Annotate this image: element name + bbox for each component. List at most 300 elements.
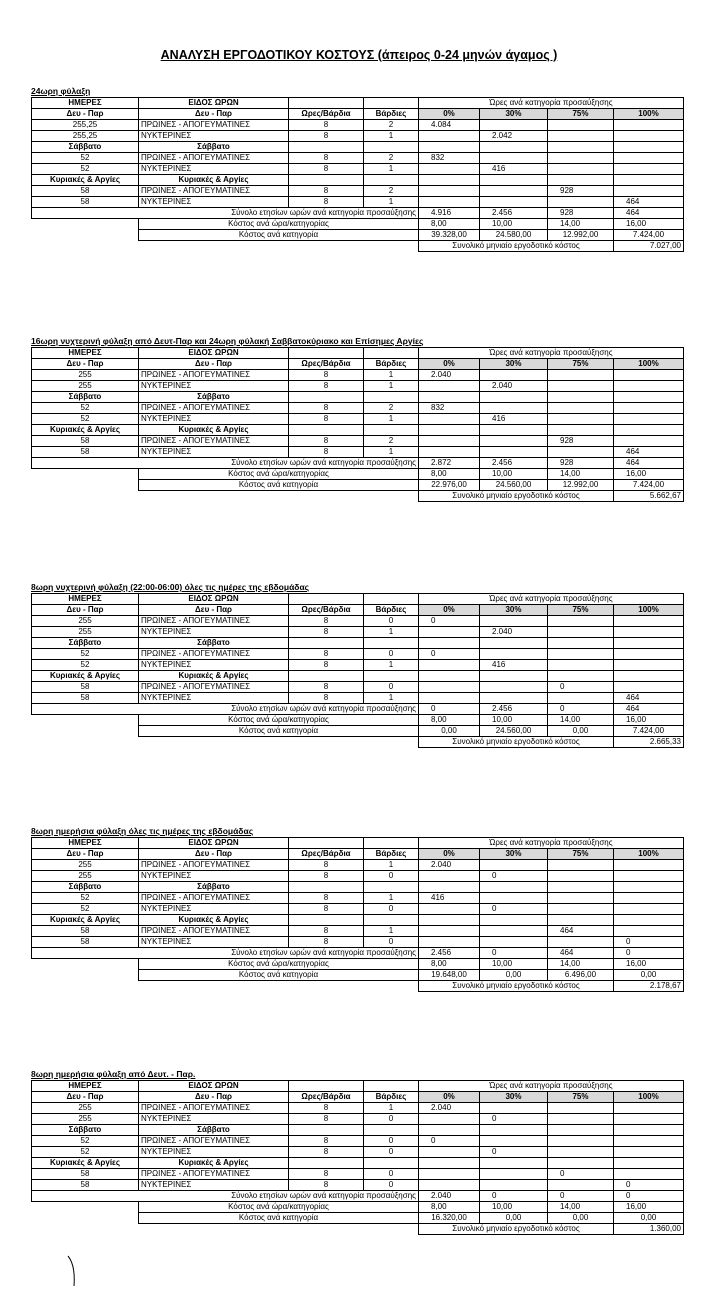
table-row [32,693,684,704]
total-hours-row [32,948,684,959]
day-count: 52 [32,164,139,175]
cost-per-category-value: 0,00 [614,1213,684,1224]
cost-per-category-value: 0,00 [480,970,548,981]
section-title: 16ωρη νυχτερινή φύλαξη από Δευτ-Παρ και 24ωρη φύλακή Σαββατοκύριακο και Επίσημες Αργίες [31,336,424,346]
hours-value [480,186,548,197]
section-title: 8ωρη ημερήσια φύλαξη όλες τις ημέρες της εβδομάδας [31,826,254,836]
hours-value: 464 [614,197,684,208]
total-hours-label: Σύνολο ετησίων ωρών ανά κατηγορία προσαύξησης [32,704,419,715]
hours-value [419,1180,480,1191]
hours-value [419,627,480,638]
hours-value [548,414,614,425]
cost-table [31,837,684,992]
cell-blank [32,715,139,726]
cost-per-hour-value: 8,00 [419,715,480,726]
header-row [32,359,684,370]
hours-per-shift-header: Ωρες/Βάρδια [289,605,364,616]
hours-per-shift: 8 [289,660,364,671]
hours-value: 0 [480,1147,548,1158]
cost-per-category-label: Κόστος ανά κατηγορία [139,230,419,241]
table-row [32,131,684,142]
percent-header: 0% [419,605,480,616]
hours-value [548,1180,614,1191]
hours-value [480,1103,548,1114]
hours-value: 416 [419,893,480,904]
cost-per-hour-value: 14,00 [548,219,614,230]
hours-per-shift: 8 [289,1180,364,1191]
shift-count: 1 [364,131,419,142]
group-row [32,638,684,649]
hours-per-shift: 8 [289,414,364,425]
cell-blank [480,425,548,436]
shift-count: 2 [364,186,419,197]
table-row [32,414,684,425]
cost-per-hour-row [32,959,684,970]
cost-per-category-value: 0,00 [548,1213,614,1224]
shift-count: 1 [364,693,419,704]
days-header: ΗΜΕΡΕΣ [32,838,139,849]
group-label: Κυριακές & Αργίες [32,175,139,186]
hours-value [419,436,480,447]
cost-per-hour-value: 10,00 [480,715,548,726]
hours-value [419,904,480,915]
hour-type: ΝΥΚΤΕΡΙΝΕΣ [139,131,289,142]
hours-per-shift: 8 [289,164,364,175]
cell-blank [32,737,419,748]
hours-value: 2.040 [419,860,480,871]
shift-count: 0 [364,937,419,948]
hours-value [480,649,548,660]
hour-type: ΝΥΚΤΕΡΙΝΕΣ [139,693,289,704]
cell-blank [614,671,684,682]
total-hours-value: 0 [548,704,614,715]
shift-count: 1 [364,197,419,208]
hour-type: ΠΡΩΙΝΕΣ - ΑΠΟΓΕΥΜΑΤΙΝΕΣ [139,403,289,414]
hour-type-header: ΕΙΔΟΣ ΩΡΩΝ [139,838,289,849]
hours-value [419,164,480,175]
shift-count: 1 [364,860,419,871]
hours-value [614,153,684,164]
section-title: 8ωρη νυχτερινή φύλαξη (22:00-06:00) όλες τις ημέρες της εβδομάδας [31,582,310,592]
cell-blank [364,671,419,682]
group-label: Κυριακές & Αργίες [32,671,139,682]
hours-value [480,153,548,164]
cost-per-category-label: Κόστος ανά κατηγορία [139,726,419,737]
hours-per-shift: 8 [289,693,364,704]
cell-blank [32,230,139,241]
hours-value [614,131,684,142]
day-count: 255 [32,381,139,392]
cell-blank [480,1158,548,1169]
hours-value [480,893,548,904]
table-row [32,153,684,164]
percent-header: 75% [548,109,614,120]
hour-type: ΠΡΩΙΝΕΣ - ΑΠΟΓΕΥΜΑΤΙΝΕΣ [139,893,289,904]
percent-header: 75% [548,849,614,860]
monthly-total-value: 2.178,67 [614,981,684,992]
monthly-total-label: Συνολικό μηνιαίο εργοδοτικό κόστος [419,241,614,252]
cell-blank [419,1125,480,1136]
day-count: 58 [32,197,139,208]
monthly-total-value: 5.662,67 [614,491,684,502]
header-row [32,605,684,616]
table-row [32,616,684,627]
hours-value [548,381,614,392]
hours-value [548,871,614,882]
hours-category-header: Ώρες ανά κατηγορία προσαύξησης [419,594,684,605]
hours-per-shift-header: Ωρες/Βάρδια [289,359,364,370]
hours-per-shift: 8 [289,186,364,197]
cost-per-category-value: 12.992,00 [548,230,614,241]
percent-header: 30% [480,849,548,860]
hours-value: 928 [548,186,614,197]
cell-blank [419,1158,480,1169]
header-blank [289,348,364,359]
cell-blank [289,425,364,436]
total-hours-value: 4.916 [419,208,480,219]
header-row [32,1081,684,1092]
hours-value [419,871,480,882]
cell-blank [419,142,480,153]
group-label: Σάββατο [32,392,139,403]
total-hours-label: Σύνολο ετησίων ωρών ανά κατηγορία προσαύξησης [32,1191,419,1202]
group-label: Σάββατο [32,882,139,893]
shift-count: 1 [364,381,419,392]
hours-value [614,682,684,693]
cost-per-category-row [32,970,684,981]
total-hours-value: 2.456 [480,208,548,219]
cell-blank [289,882,364,893]
monthly-total-row [32,491,684,502]
hours-value: 832 [419,403,480,414]
hours-per-shift: 8 [289,131,364,142]
header-blank [289,98,364,109]
hours-value [419,381,480,392]
percent-header: 0% [419,359,480,370]
group-label: Σάββατο [32,142,139,153]
cell-blank [32,1202,139,1213]
hours-value [548,649,614,660]
table-row [32,1180,684,1191]
group-row [32,392,684,403]
cost-per-hour-value: 8,00 [419,469,480,480]
monthly-total-row [32,1224,684,1235]
cell-blank [289,175,364,186]
cost-per-category-value: 0,00 [548,726,614,737]
percent-header: 100% [614,605,684,616]
table-row [32,186,684,197]
monthly-total-label: Συνολικό μηνιαίο εργοδοτικό κόστος [419,981,614,992]
hours-value [548,164,614,175]
days-header: ΗΜΕΡΕΣ [32,348,139,359]
hours-value: 0 [480,904,548,915]
hours-per-shift: 8 [289,893,364,904]
group-label: Σάββατο [32,1125,139,1136]
group-label: Κυριακές & Αργίες [32,1158,139,1169]
hour-type: ΠΡΩΙΝΕΣ - ΑΠΟΓΕΥΜΑΤΙΝΕΣ [139,120,289,131]
header-row [32,849,684,860]
day-count: 52 [32,403,139,414]
cell-blank [480,175,548,186]
shifts-header: Βάρδιες [364,1092,419,1103]
hours-value [548,120,614,131]
hours-value [548,616,614,627]
cost-section [31,826,683,992]
hour-type: ΝΥΚΤΕΡΙΝΕΣ [139,937,289,948]
table-row [32,871,684,882]
hours-value [548,904,614,915]
weekday-header: Δευ - Παρ [32,359,139,370]
weekday-type-header: Δευ - Παρ [139,109,289,120]
days-header: ΗΜΕΡΕΣ [32,1081,139,1092]
monthly-total-row [32,737,684,748]
cost-per-hour-value: 14,00 [548,469,614,480]
hours-value [548,893,614,904]
shift-count: 0 [364,1147,419,1158]
cell-blank [32,219,139,230]
hours-value [614,660,684,671]
hour-type: ΠΡΩΙΝΕΣ - ΑΠΟΓΕΥΜΑΤΙΝΕΣ [139,1169,289,1180]
hours-category-header: Ώρες ανά κατηγορία προσαύξησης [419,98,684,109]
table-row [32,937,684,948]
group-type-label: Σάββατο [139,392,289,403]
hours-value [419,1147,480,1158]
cell-blank [548,882,614,893]
header-row [32,1092,684,1103]
cost-per-category-value: 0,00 [480,1213,548,1224]
hours-value [614,414,684,425]
total-hours-value: 0 [419,704,480,715]
cell-blank [419,175,480,186]
cell-blank [614,882,684,893]
day-count: 52 [32,1147,139,1158]
cost-per-hour-value: 14,00 [548,1202,614,1213]
hours-value [614,627,684,638]
cost-per-category-value: 24.580,00 [480,230,548,241]
hours-value [419,197,480,208]
cell-blank [419,425,480,436]
cell-blank [32,491,419,502]
total-hours-value: 2.456 [419,948,480,959]
cell-blank [364,1158,419,1169]
cost-per-hour-label: Κόστος ανά ώρα/κατηγορίας [139,469,419,480]
hours-value: 464 [614,447,684,458]
hours-value [480,693,548,704]
shift-count: 1 [364,1103,419,1114]
hours-value [480,937,548,948]
day-count: 255 [32,627,139,638]
hours-value: 928 [548,436,614,447]
hour-type: ΠΡΩΙΝΕΣ - ΑΠΟΓΕΥΜΑΤΙΝΕΣ [139,436,289,447]
cell-blank [419,671,480,682]
cell-blank [548,915,614,926]
group-type-label: Σάββατο [139,1125,289,1136]
hour-type: ΝΥΚΤΕΡΙΝΕΣ [139,660,289,671]
shifts-header: Βάρδιες [364,849,419,860]
shift-count: 1 [364,926,419,937]
hours-value [480,447,548,458]
hours-value [480,197,548,208]
group-row [32,425,684,436]
hours-value: 2.040 [419,1103,480,1114]
document-title: ΑΝΑΛΥΣΗ ΕΡΓΟΔΟΤΙΚΟΥ ΚΟΣΤΟΥΣ (άπειρος 0-24 μηνών άγαμος ) [160,48,558,62]
percent-header: 0% [419,109,480,120]
day-count: 58 [32,926,139,937]
hours-value: 464 [548,926,614,937]
weekday-header: Δευ - Παρ [32,849,139,860]
cell-blank [289,1125,364,1136]
hour-type: ΝΥΚΤΕΡΙΝΕΣ [139,1114,289,1125]
hours-per-shift: 8 [289,1103,364,1114]
table-row [32,1114,684,1125]
table-row [32,436,684,447]
group-type-label: Σάββατο [139,638,289,649]
hours-per-shift: 8 [289,1114,364,1125]
cell-blank [289,392,364,403]
hours-value: 2.040 [480,627,548,638]
weekday-type-header: Δευ - Παρ [139,849,289,860]
cost-per-category-value: 24.560,00 [480,726,548,737]
cell-blank [548,425,614,436]
total-hours-value: 0 [480,948,548,959]
day-count: 52 [32,414,139,425]
weekday-type-header: Δευ - Παρ [139,605,289,616]
cost-per-hour-row [32,1202,684,1213]
cost-per-category-label: Κόστος ανά κατηγορία [139,970,419,981]
day-count: 58 [32,447,139,458]
hour-type-header: ΕΙΔΟΣ ΩΡΩΝ [139,1081,289,1092]
day-count: 52 [32,649,139,660]
total-hours-label: Σύνολο ετησίων ωρών ανά κατηγορία προσαύξησης [32,458,419,469]
hours-value [614,871,684,882]
hours-value [480,1169,548,1180]
percent-header: 30% [480,1092,548,1103]
hours-value [548,1103,614,1114]
shift-count: 2 [364,120,419,131]
shift-count: 2 [364,153,419,164]
table-row [32,1103,684,1114]
hours-value: 0 [419,649,480,660]
header-row [32,594,684,605]
hour-type: ΝΥΚΤΕΡΙΝΕΣ [139,197,289,208]
group-row [32,1158,684,1169]
hours-value: 0 [614,1180,684,1191]
table-row [32,904,684,915]
total-hours-value: 928 [548,208,614,219]
hours-value [548,131,614,142]
hours-value [614,403,684,414]
cell-blank [480,671,548,682]
cost-per-category-value: 16.320,00 [419,1213,480,1224]
cost-per-category-value: 39.328,00 [419,230,480,241]
percent-header: 100% [614,359,684,370]
weekday-type-header: Δευ - Παρ [139,359,289,370]
hour-type: ΝΥΚΤΕΡΙΝΕΣ [139,414,289,425]
percent-header: 30% [480,359,548,370]
cost-section [31,1069,683,1235]
hours-value [419,186,480,197]
percent-header: 75% [548,605,614,616]
day-count: 58 [32,436,139,447]
shift-count: 0 [364,616,419,627]
hours-value [419,1169,480,1180]
hour-type: ΝΥΚΤΕΡΙΝΕΣ [139,871,289,882]
cell-blank [548,1158,614,1169]
shift-count: 1 [364,893,419,904]
cost-per-hour-label: Κόστος ανά ώρα/κατηγορίας [139,715,419,726]
cell-blank [480,638,548,649]
hours-value: 416 [480,414,548,425]
cost-per-hour-label: Κόστος ανά ώρα/κατηγορίας [139,959,419,970]
day-count: 52 [32,660,139,671]
shift-count: 0 [364,871,419,882]
cell-blank [614,425,684,436]
weekday-header: Δευ - Παρ [32,109,139,120]
hours-value [614,1114,684,1125]
group-type-label: Κυριακές & Αργίες [139,671,289,682]
total-hours-value: 0 [614,1191,684,1202]
hours-per-shift: 8 [289,370,364,381]
hours-per-shift: 8 [289,1136,364,1147]
total-hours-value: 464 [614,208,684,219]
monthly-total-label: Συνολικό μηνιαίο εργοδοτικό κόστος [419,491,614,502]
table-row [32,660,684,671]
header-blank [289,1081,364,1092]
cell-blank [614,915,684,926]
total-hours-value: 2.456 [480,704,548,715]
hours-value [614,616,684,627]
hours-per-shift-header: Ωρες/Βάρδια [289,109,364,120]
hours-value: 0 [548,1169,614,1180]
total-hours-label: Σύνολο ετησίων ωρών ανά κατηγορία προσαύξησης [32,208,419,219]
cell-blank [289,915,364,926]
hours-value [614,370,684,381]
monthly-total-value: 1.360,00 [614,1224,684,1235]
hour-type: ΝΥΚΤΕΡΙΝΕΣ [139,164,289,175]
hours-value: 0 [419,616,480,627]
hours-per-shift: 8 [289,447,364,458]
table-row [32,370,684,381]
shift-count: 0 [364,904,419,915]
hours-per-shift: 8 [289,937,364,948]
cell-blank [364,425,419,436]
hours-value [480,682,548,693]
hours-value [548,370,614,381]
cost-per-hour-row [32,219,684,230]
cost-section [31,86,683,252]
day-count: 52 [32,153,139,164]
hours-value [548,153,614,164]
cost-table [31,1080,684,1235]
cell-blank [419,638,480,649]
cell-blank [419,915,480,926]
hours-per-shift: 8 [289,926,364,937]
hours-value [614,1147,684,1158]
table-row [32,627,684,638]
cost-per-hour-row [32,469,684,480]
cell-blank [364,1125,419,1136]
hours-category-header: Ώρες ανά κατηγορία προσαύξησης [419,1081,684,1092]
cell-blank [32,1213,139,1224]
cell-blank [289,638,364,649]
cell-blank [289,142,364,153]
cost-table [31,97,684,252]
percent-header: 75% [548,1092,614,1103]
total-hours-value: 2.872 [419,458,480,469]
total-hours-value: 0 [614,948,684,959]
shift-count: 1 [364,447,419,458]
cost-per-category-value: 24.560,00 [480,480,548,491]
